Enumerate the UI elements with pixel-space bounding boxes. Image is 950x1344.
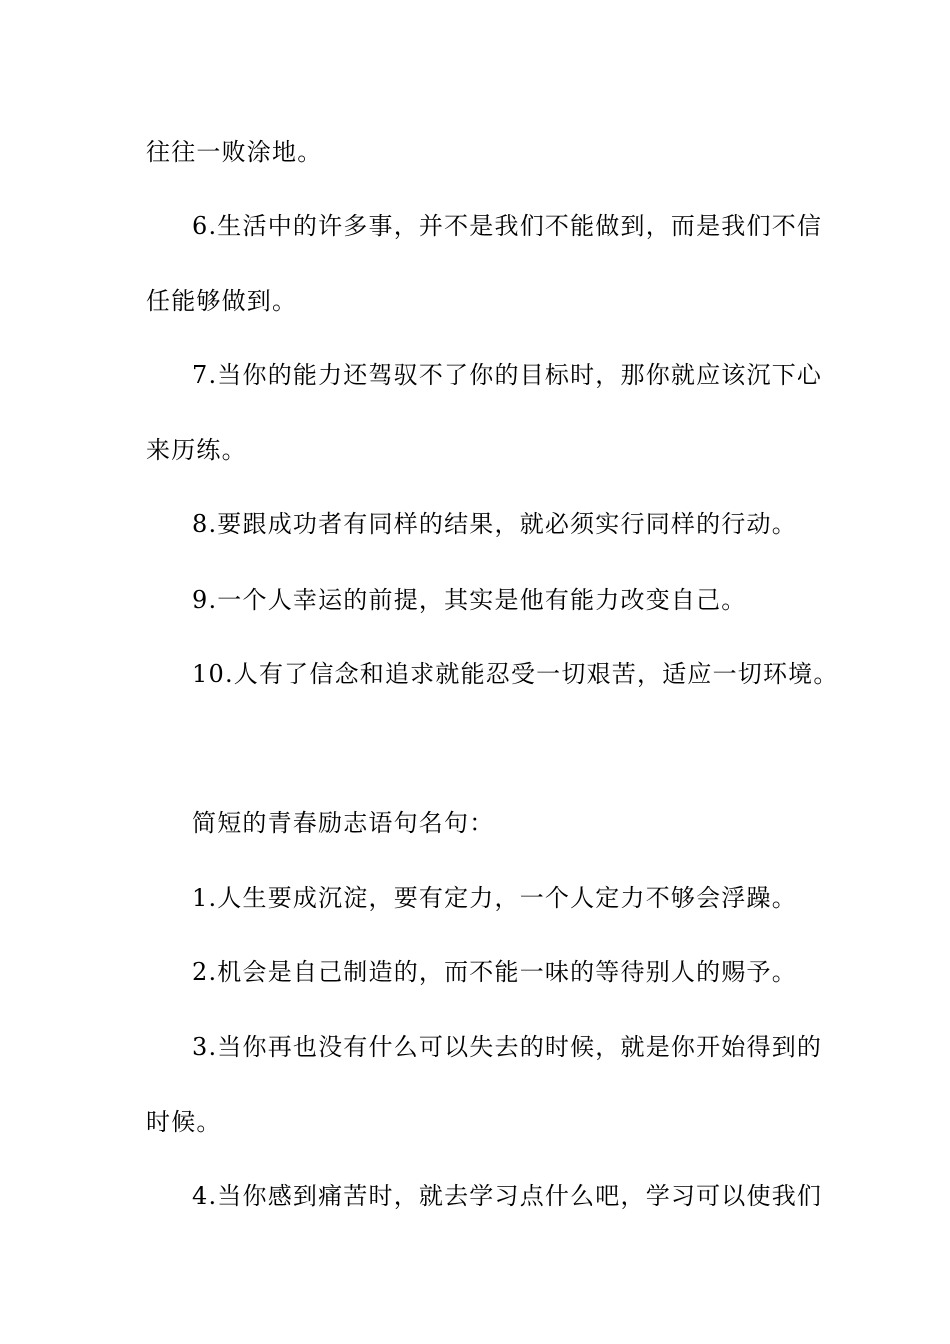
text-line: 1.人生要成沉淀，要有定力，一个人定力不够会浮躁。 bbox=[192, 884, 797, 912]
text-line: 6.生活中的许多事，并不是我们不能做到，而是我们不信 bbox=[192, 212, 823, 240]
text-line: 7.当你的能力还驾驭不了你的目标时，那你就应该沉下心 bbox=[192, 361, 823, 389]
text-line: 2.机会是自己制造的，而不能一味的等待别人的赐予。 bbox=[192, 958, 797, 986]
text-line: 时候。 bbox=[146, 1108, 222, 1136]
text-line: 9.一个人幸运的前提，其实是他有能力改变自己。 bbox=[192, 586, 747, 614]
text-line: 任能够做到。 bbox=[146, 287, 298, 315]
text-line: 3.当你再也没有什么可以失去的时候，就是你开始得到的 bbox=[192, 1033, 823, 1061]
text-line: 来历练。 bbox=[146, 436, 247, 464]
text-line: 10.人有了信念和追求就能忍受一切艰苦，适应一切环境。 bbox=[192, 660, 839, 688]
text-line: 8.要跟成功者有同样的结果，就必须实行同样的行动。 bbox=[192, 510, 797, 538]
text-line: 往往一败涂地。 bbox=[146, 138, 323, 166]
text-line: 4.当你感到痛苦时，就去学习点什么吧，学习可以使我们 bbox=[192, 1182, 823, 1210]
section-heading: 简短的青春励志语句名句： bbox=[192, 809, 495, 837]
